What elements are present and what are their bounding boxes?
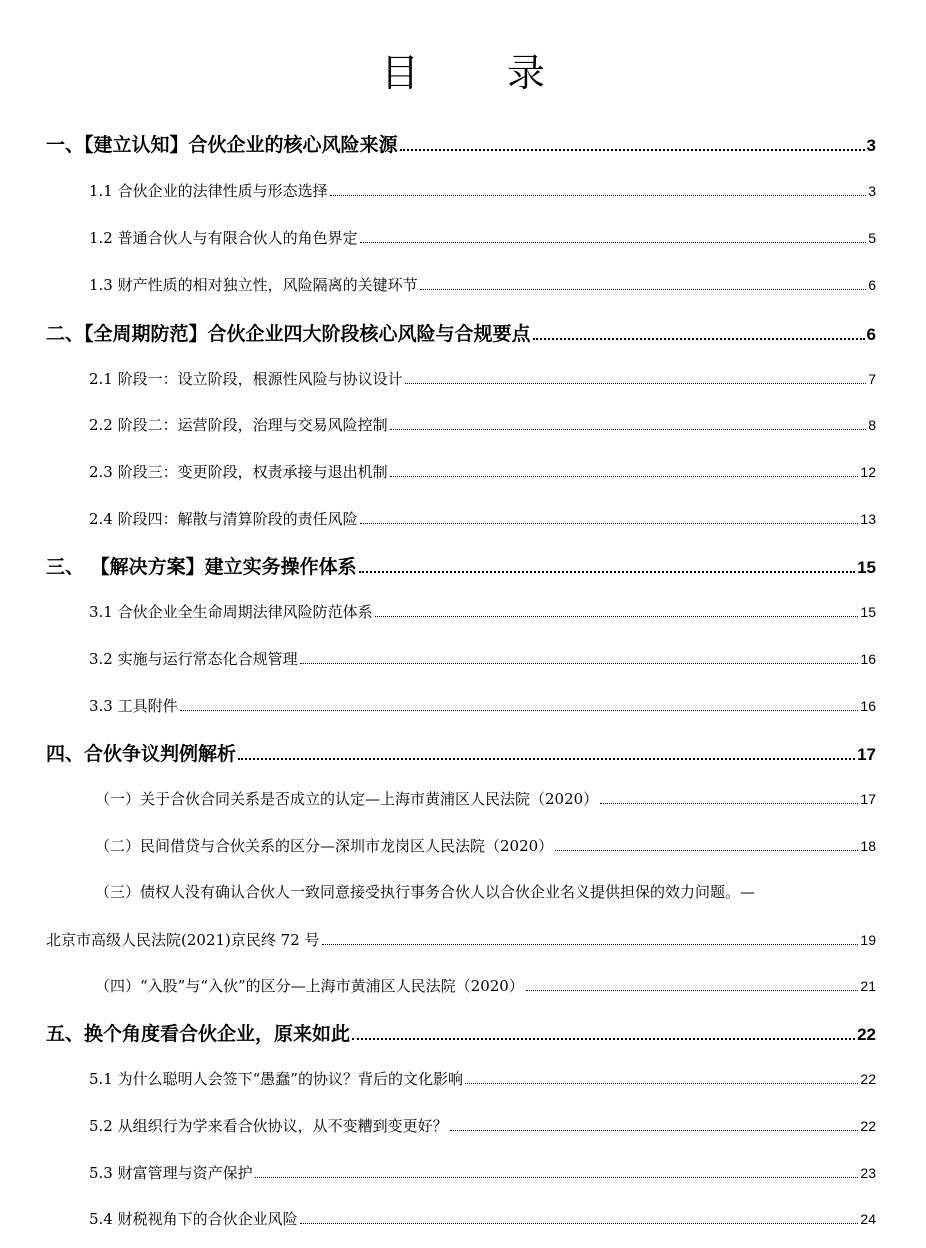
toc-entry-2-2[interactable] xyxy=(89,414,876,435)
toc-entry-text: 四、合伙争议判例解析 xyxy=(46,743,237,765)
toc-page-number: 16 xyxy=(860,651,876,667)
toc-entry-1-2[interactable] xyxy=(89,227,876,248)
toc-entry-1-1[interactable] xyxy=(89,180,876,201)
toc-leader xyxy=(526,990,859,991)
toc-leader xyxy=(533,338,865,340)
toc-page-number: 17 xyxy=(857,745,876,764)
toc-entry-3-2[interactable] xyxy=(89,648,876,669)
toc-entry-case-4[interactable] xyxy=(95,975,876,996)
toc-entry-section-5[interactable] xyxy=(46,1019,876,1046)
toc-page-number: 15 xyxy=(860,604,876,620)
toc-page-number: 15 xyxy=(857,558,876,577)
toc-page-number: 16 xyxy=(860,698,876,714)
toc-entry-text: 5.2 从组织行为学来看合伙协议，从不变糟到变更好？ xyxy=(89,1117,448,1135)
toc-entry-5-1[interactable] xyxy=(89,1068,876,1089)
toc-leader xyxy=(450,1130,859,1131)
toc-entry-case-1[interactable] xyxy=(95,788,876,809)
toc-page-number: 24 xyxy=(860,1211,876,1227)
toc-leader xyxy=(300,663,859,664)
page-title: 目 录 xyxy=(380,51,584,95)
toc-entry-text: （二）民间借贷与合伙关系的区分—深圳市龙岗区人民法院（2020） xyxy=(95,837,554,855)
toc-entry-2-1[interactable] xyxy=(89,368,876,389)
toc-page-number: 6 xyxy=(868,277,876,293)
toc-entry-text: 5.3 财富管理与资产保护 xyxy=(89,1164,253,1182)
toc-leader xyxy=(360,242,867,243)
toc-entry-5-4[interactable] xyxy=(89,1208,876,1229)
toc-page-number: 13 xyxy=(860,511,876,527)
toc-entry-text: 2.4 阶段四：解散与清算阶段的责任风险 xyxy=(89,510,358,528)
toc-leader xyxy=(390,476,859,477)
toc-page-number: 23 xyxy=(860,1165,876,1181)
toc-leader xyxy=(359,571,855,573)
toc-leader xyxy=(390,429,867,430)
toc-entry-text: 2.2 阶段二：运营阶段，治理与交易风险控制 xyxy=(89,416,388,434)
toc-leader xyxy=(352,1038,855,1040)
toc-page-number: 7 xyxy=(868,371,876,387)
toc-entry-case-2[interactable] xyxy=(95,835,876,856)
toc-page-number: 8 xyxy=(868,417,876,433)
toc-page-number: 12 xyxy=(860,464,876,480)
toc-leader xyxy=(360,523,859,524)
toc-entry-section-4[interactable] xyxy=(46,739,876,766)
toc-leader xyxy=(420,289,867,290)
toc-leader xyxy=(375,616,859,617)
toc-entry-text: 二、【全周期防范】合伙企业四大阶段核心风险与合规要点 xyxy=(46,323,531,345)
toc-entry-text: 3.1 合伙企业全生命周期法律风险防范体系 xyxy=(89,603,373,621)
toc-page-number: 6 xyxy=(866,325,876,344)
toc-leader xyxy=(600,803,858,804)
toc-leader xyxy=(330,195,867,196)
toc-entry-text: 3.2 实施与运行常态化合规管理 xyxy=(89,650,298,668)
toc-entry-text: （一）关于合伙合同关系是否成立的认定—上海市黄浦区人民法院（2020） xyxy=(95,790,599,808)
toc-page-number: 3 xyxy=(868,183,876,199)
toc-entry-text: 2.3 阶段三：变更阶段，权责承接与退出机制 xyxy=(89,463,388,481)
toc-entry-text: 5.4 财税视角下的合伙企业风险 xyxy=(89,1210,298,1228)
toc-entry-5-2[interactable] xyxy=(89,1115,876,1136)
toc-leader xyxy=(465,1083,858,1084)
toc-page-number: 22 xyxy=(860,1118,876,1134)
toc-page-number: 17 xyxy=(860,791,876,807)
toc-entry-text: （四）“入股”与“入伙”的区分—上海市黄浦区人民法院（2020） xyxy=(95,977,524,995)
toc-entry-text: 3.3 工具附件 xyxy=(89,697,178,715)
toc-page-number: 18 xyxy=(860,838,876,854)
toc-leader xyxy=(405,383,867,384)
toc-page-number: 21 xyxy=(860,978,876,994)
toc-entry-case-3-line-2[interactable] xyxy=(46,929,876,950)
toc-page-number: 22 xyxy=(857,1025,876,1044)
toc-entry-text: 三、 【解决方案】建立实务操作体系 xyxy=(46,556,357,578)
toc-leader xyxy=(322,944,859,945)
toc-entry-section-2[interactable] xyxy=(46,319,876,346)
toc-page-number: 22 xyxy=(860,1071,876,1087)
toc-entry-text: 1.3 财产性质的相对独立性，风险隔离的关键环节 xyxy=(89,276,418,294)
toc-entry-case-3-line-1[interactable] xyxy=(95,881,876,902)
toc-entry-text: 一、【建立认知】合伙企业的核心风险来源 xyxy=(46,134,398,156)
toc-entry-1-3[interactable] xyxy=(89,274,876,295)
toc-entry-text: 五、换个角度看合伙企业，原来如此 xyxy=(46,1023,351,1045)
toc-entry-5-3[interactable] xyxy=(89,1162,876,1183)
toc-entry-text: 1.2 普通合伙人与有限合伙人的角色界定 xyxy=(89,229,358,247)
toc-entry-3-3[interactable] xyxy=(89,695,876,716)
toc-leader xyxy=(300,1223,859,1224)
toc-page-number: 3 xyxy=(866,136,876,155)
toc-entry-section-1[interactable] xyxy=(46,130,876,157)
toc-entry-text: 北京市高级人民法院(2021)京民终 72 号 xyxy=(46,931,320,949)
toc-entry-text: 5.1 为什么聪明人会签下“愚蠢”的协议？背后的文化影响 xyxy=(89,1070,463,1088)
toc-leader xyxy=(180,710,859,711)
toc-leader xyxy=(400,149,865,151)
toc-entry-text: （三）债权人没有确认合伙人一致同意接受执行事务合伙人以合伙企业名义提供担保的效力问题。— xyxy=(95,883,756,901)
toc-leader xyxy=(238,758,855,760)
toc-entry-2-4[interactable] xyxy=(89,508,876,529)
toc-entry-text: 2.1 阶段一：设立阶段，根源性风险与协议设计 xyxy=(89,370,403,388)
toc-entry-2-3[interactable] xyxy=(89,461,876,482)
toc-entry-3-1[interactable] xyxy=(89,601,876,622)
toc-entry-section-3[interactable] xyxy=(46,552,876,579)
toc-entry-text: 1.1 合伙企业的法律性质与形态选择 xyxy=(89,182,328,200)
toc-page-number: 19 xyxy=(860,932,876,948)
toc-leader xyxy=(255,1177,859,1178)
toc-leader xyxy=(555,850,858,851)
toc-page-number: 5 xyxy=(868,230,876,246)
